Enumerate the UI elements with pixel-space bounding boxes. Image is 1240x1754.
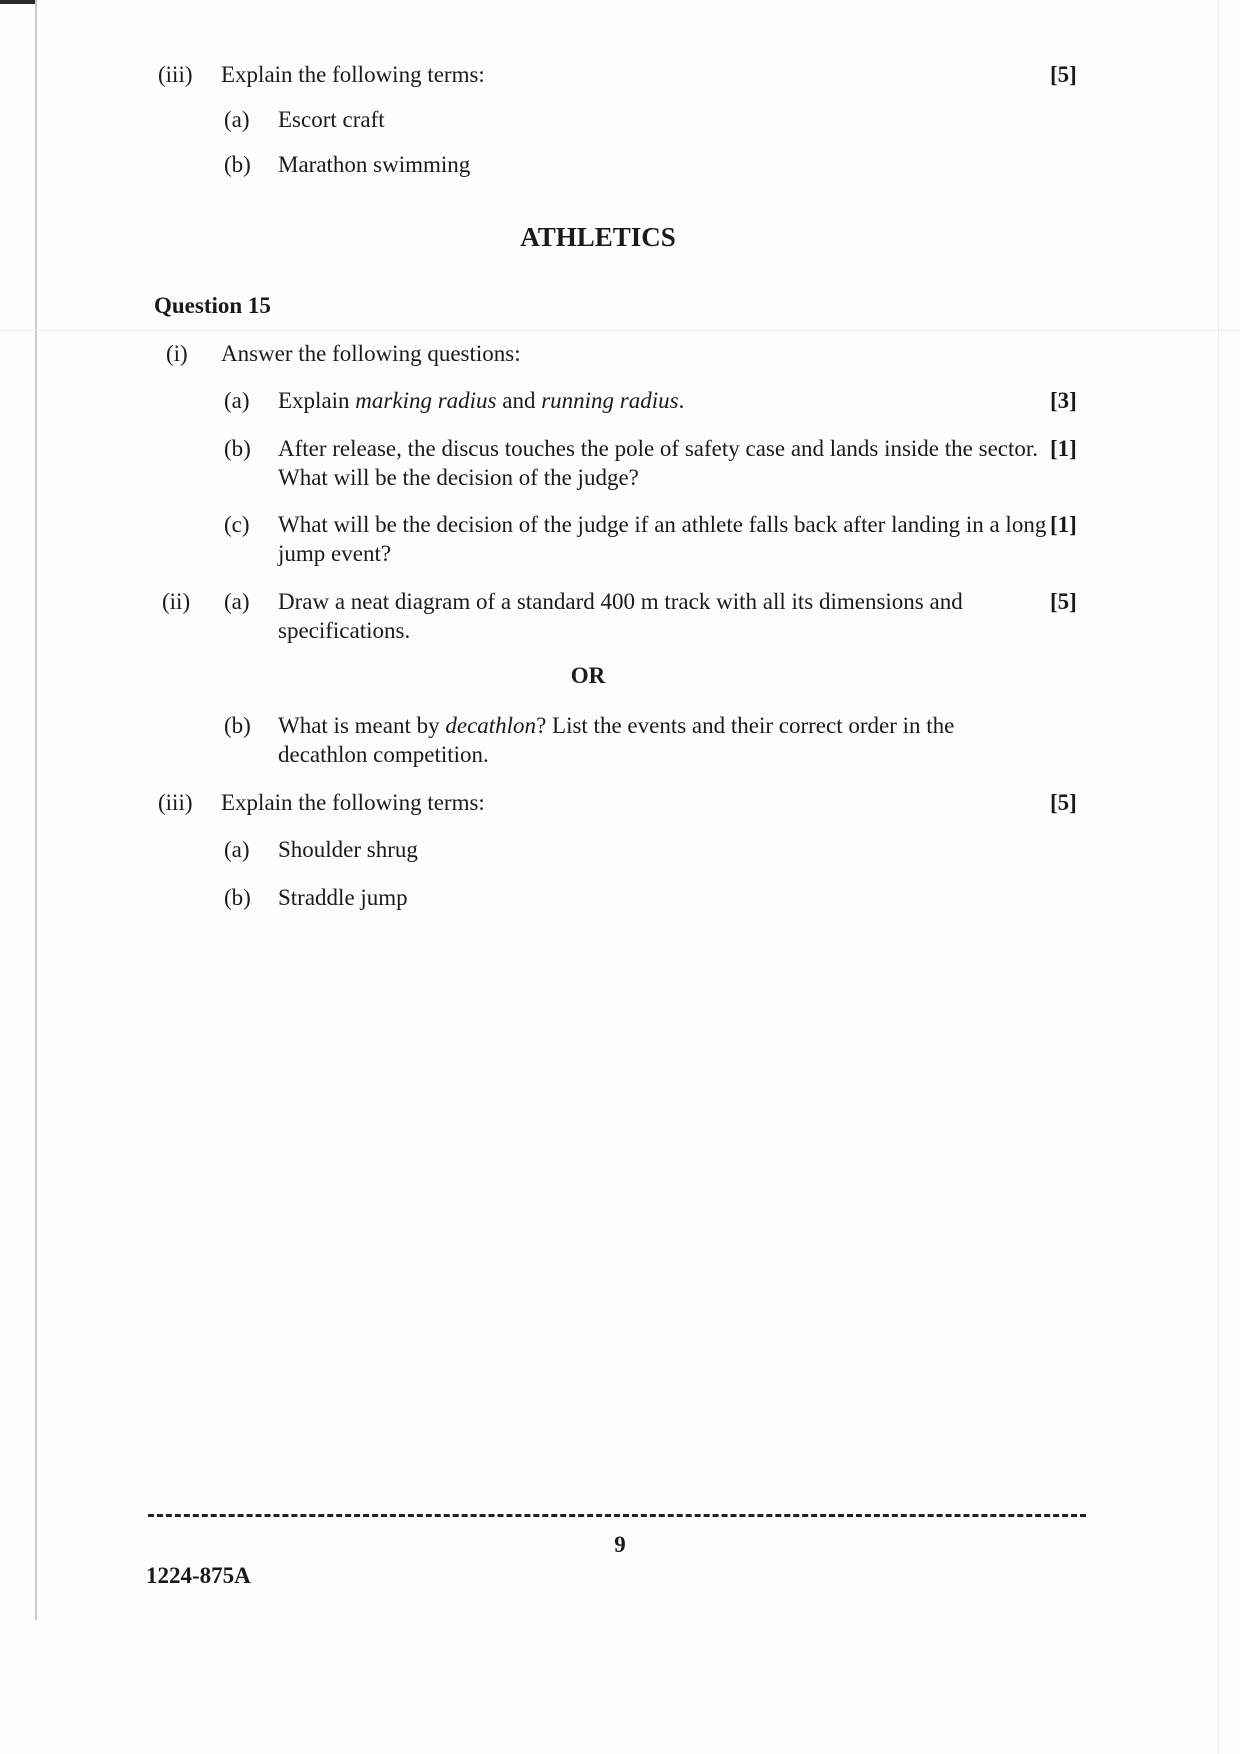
item-number: (i) xyxy=(166,341,188,366)
marks: [5] xyxy=(1050,589,1077,614)
sub-text: Straddle jump xyxy=(278,885,408,910)
sub-label: (b) xyxy=(224,436,251,461)
paper-code: 1224-875A xyxy=(146,1563,251,1588)
item-text: Explain the following terms: xyxy=(221,62,485,87)
item-number: (iii) xyxy=(158,790,193,815)
scan-right-edge xyxy=(1218,0,1219,1754)
sub-text: After release, the discus touches the pole of safety case and lands inside the sector. What will be the decision of the judge? xyxy=(278,436,1039,490)
marks: [3] xyxy=(1050,388,1077,413)
sub-text: Escort craft xyxy=(278,107,385,132)
marks: [5] xyxy=(1050,790,1077,815)
sub-label: (b) xyxy=(224,885,251,910)
sub-text: Draw a neat diagram of a standard 400 m track with all its dimensions and specifications. xyxy=(278,589,963,643)
sub-label: (b) xyxy=(224,152,251,177)
footer-rule xyxy=(148,1514,1086,1517)
sub-text: Explain marking radius and running radius. xyxy=(278,388,685,413)
marks: [1] xyxy=(1050,512,1077,537)
item-number: (iii) xyxy=(158,62,193,87)
sub-text: Shoulder shrug xyxy=(278,837,418,862)
or-separator: OR xyxy=(570,663,606,688)
sub-label: (a) xyxy=(224,388,250,413)
item-text: Explain the following terms: xyxy=(221,790,485,815)
sub-label: (b) xyxy=(224,713,251,738)
sub-label: (a) xyxy=(224,589,250,614)
scan-fold-line xyxy=(0,330,1240,331)
scan-edge-mark xyxy=(0,0,36,4)
section-title: ATHLETICS xyxy=(520,222,676,252)
marks: [5] xyxy=(1050,62,1077,87)
sub-text: What will be the decision of the judge if an athlete falls back after landing in a long jump event? xyxy=(278,512,1047,566)
page-number: 9 xyxy=(614,1532,626,1557)
sub-label: (c) xyxy=(224,512,250,537)
sub-label: (a) xyxy=(224,107,250,132)
sub-text: Marathon swimming xyxy=(278,152,471,177)
item-text: Answer the following questions: xyxy=(221,341,521,366)
item-number: (ii) xyxy=(162,589,191,614)
marks: [1] xyxy=(1050,436,1077,461)
question-title: Question 15 xyxy=(154,293,271,318)
sub-text: What is meant by decathlon? List the events and their correct order in the decathlon competition. xyxy=(278,713,955,767)
sub-label: (a) xyxy=(224,837,250,862)
